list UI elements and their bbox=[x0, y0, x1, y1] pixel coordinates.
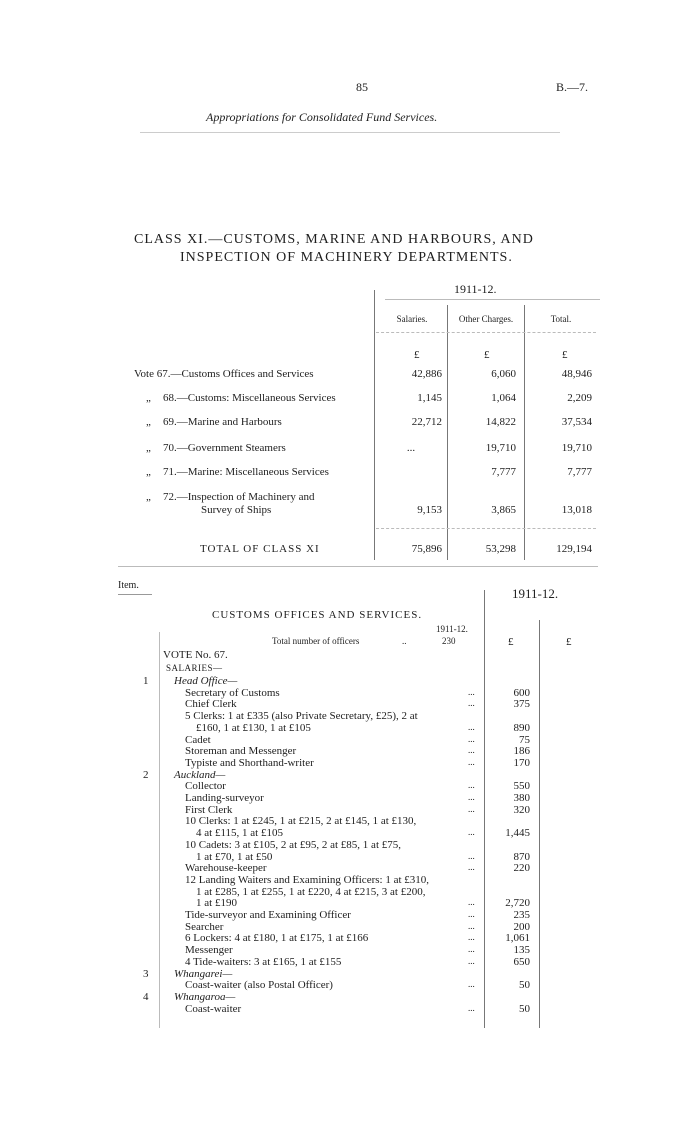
line-item-text: 6 Lockers: 4 at £180, 1 at £175, 1 at £166 bbox=[185, 932, 369, 944]
year-rule bbox=[385, 299, 600, 300]
line-item-text: £160, 1 at £130, 1 at £105 bbox=[196, 722, 311, 734]
leader-dots: ... bbox=[468, 722, 475, 732]
summary-total-salaries: 75,896 bbox=[411, 543, 442, 555]
detail-currency-2: £ bbox=[566, 636, 572, 648]
line-item-text: First Clerk bbox=[185, 804, 233, 816]
col-header-salaries: Salaries. bbox=[396, 314, 428, 324]
class-title-line1: CLASS XI.—CUSTOMS, MARINE AND HARBOURS, AND bbox=[134, 232, 534, 247]
line-item-text: 4 Tide-waiters: 3 at £165, 1 at £155 bbox=[185, 956, 342, 968]
line-item-text: 5 Clerks: 1 at £335 (also Private Secretary, £25), 2 at bbox=[185, 710, 418, 722]
line-item-amount: 1,061 bbox=[505, 932, 530, 944]
document-reference: B.—7. bbox=[556, 80, 589, 94]
line-item-amount: 375 bbox=[513, 698, 530, 710]
leader-dots: ... bbox=[468, 827, 475, 837]
officers-count: 230 bbox=[442, 636, 456, 646]
item-number: 1 bbox=[143, 675, 149, 687]
leader-dots: ... bbox=[468, 745, 475, 755]
leader-dots: ... bbox=[468, 897, 475, 907]
leader-dots: ... bbox=[468, 687, 475, 697]
line-item-amount: 50 bbox=[519, 1003, 530, 1015]
line-item-text: Coast-waiter (also Postal Officer) bbox=[185, 979, 333, 991]
summary-row-other: 6,060 bbox=[491, 368, 516, 380]
vote-label: VOTE No. 67. bbox=[163, 649, 228, 661]
summary-row-other: 14,822 bbox=[485, 416, 516, 428]
ditto-mark: „ bbox=[146, 466, 151, 478]
item-number: 4 bbox=[143, 991, 149, 1003]
line-item-amount: 50 bbox=[519, 979, 530, 991]
summary-total-other: 53,298 bbox=[485, 543, 516, 555]
summary-row-salaries: 22,712 bbox=[411, 416, 442, 428]
line-item-text: Storeman and Messenger bbox=[185, 745, 297, 757]
line-item-text: 10 Cadets: 3 at £105, 2 at £95, 2 at £85, 1 at £75, bbox=[185, 839, 401, 851]
summary-row-other: 7,777 bbox=[491, 466, 516, 478]
ditto-mark: „ bbox=[146, 491, 151, 503]
leader-dots: ... bbox=[468, 862, 475, 872]
line-item-text: 1 at £285, 1 at £255, 1 at £220, 4 at £215, 3 at £200, bbox=[196, 886, 426, 898]
line-item-amount: 890 bbox=[513, 722, 530, 734]
summary-row-other: 1,064 bbox=[491, 392, 516, 404]
col-header-total: Total. bbox=[550, 314, 572, 324]
summary-row-other: 19,710 bbox=[485, 442, 516, 454]
summary-row-total: 19,710 bbox=[561, 442, 592, 454]
line-item-amount: 170 bbox=[513, 757, 530, 769]
leader-dots: ... bbox=[468, 944, 475, 954]
line-item-amount: 200 bbox=[513, 921, 530, 933]
summary-row-salaries: 1,145 bbox=[417, 392, 442, 404]
line-item-text: Messenger bbox=[185, 944, 233, 956]
ditto-mark: „ bbox=[146, 442, 151, 454]
summary-row-total: 13,018 bbox=[561, 504, 592, 516]
detail-divider-2 bbox=[539, 620, 540, 1028]
leader-dots: ... bbox=[468, 932, 475, 942]
header-rule bbox=[140, 132, 560, 133]
leader-dots: ... bbox=[468, 851, 475, 861]
line-item-amount: 2,720 bbox=[505, 897, 530, 909]
line-item-text: Landing-surveyor bbox=[185, 792, 264, 804]
line-item-amount: 135 bbox=[513, 944, 530, 956]
leader-dots: ... bbox=[468, 909, 475, 919]
summary-row-label: 71.—Marine: Miscellaneous Services bbox=[163, 466, 329, 478]
line-item-text: 1 at £70, 1 at £50 bbox=[196, 851, 273, 863]
leader-dots: ... bbox=[468, 757, 475, 767]
line-item-amount: 1,445 bbox=[505, 827, 530, 839]
page-subtitle: Appropriations for Consolidated Fund Services. bbox=[206, 110, 438, 124]
item-label: Item. bbox=[118, 580, 139, 591]
summary-row-label: 69.—Marine and Harbours bbox=[163, 416, 282, 428]
leader-dots: ... bbox=[468, 979, 475, 989]
line-item-text: 1 at £190 bbox=[196, 897, 237, 909]
leader-dots: ... bbox=[468, 1003, 475, 1013]
summary-row-label: 68.—Customs: Miscellaneous Services bbox=[163, 392, 336, 404]
line-item-text: Tide-surveyor and Examining Officer bbox=[185, 909, 351, 921]
leader-dots: ... bbox=[468, 956, 475, 966]
salaries-label: SALARIES— bbox=[166, 663, 223, 673]
total-dash bbox=[376, 528, 596, 529]
leader-dots: ... bbox=[468, 698, 475, 708]
ditto-mark: „ bbox=[146, 392, 151, 404]
section-rule bbox=[118, 566, 598, 567]
line-item-text: Cadet bbox=[185, 734, 211, 746]
summary-row-salaries: ... bbox=[406, 442, 416, 454]
detail-currency-1: £ bbox=[508, 636, 514, 648]
line-item-text: Warehouse-keeper bbox=[185, 862, 267, 874]
officers-label: Total number of officers bbox=[272, 636, 360, 646]
line-item-amount: 186 bbox=[513, 745, 530, 757]
summary-total-label: TOTAL OF CLASS XI bbox=[200, 543, 320, 555]
section-title: CUSTOMS OFFICES AND SERVICES. bbox=[212, 609, 423, 621]
summary-row-label-continued: Survey of Ships bbox=[201, 504, 272, 516]
line-item-text: Collector bbox=[185, 780, 226, 792]
line-item-amount: 220 bbox=[513, 862, 530, 874]
leader-dots: ... bbox=[468, 734, 475, 744]
summary-divider-salaries bbox=[447, 305, 448, 560]
summary-year: 1911-12. bbox=[454, 282, 497, 296]
summary-row-total: 7,777 bbox=[567, 466, 592, 478]
item-rule bbox=[118, 594, 152, 595]
summary-row-total: 37,534 bbox=[561, 416, 592, 428]
line-item-text: Chief Clerk bbox=[185, 698, 237, 710]
line-item-amount: 380 bbox=[513, 792, 530, 804]
line-item-amount: 550 bbox=[513, 780, 530, 792]
detail-year: 1911-12. bbox=[512, 586, 559, 601]
line-item-text: 12 Landing Waiters and Examining Officers: 1 at £310, bbox=[185, 874, 430, 886]
line-item-amount: 870 bbox=[513, 851, 530, 863]
line-item-text: 4 at £115, 1 at £105 bbox=[196, 827, 283, 839]
officers-year: 1911-12. bbox=[436, 624, 468, 634]
summary-row-salaries: 42,886 bbox=[411, 368, 442, 380]
currency-other: £ bbox=[484, 349, 490, 361]
summary-divider-other bbox=[524, 305, 525, 560]
currency-salaries: £ bbox=[414, 349, 420, 361]
leader-dots: ... bbox=[468, 780, 475, 790]
line-item-text: Coast-waiter bbox=[185, 1003, 242, 1015]
officers-dots: .. bbox=[402, 636, 407, 646]
detail-divider-1 bbox=[484, 590, 485, 1028]
leader-dots: ... bbox=[468, 804, 475, 814]
line-item-amount: 600 bbox=[513, 687, 530, 699]
class-title-line2: INSPECTION OF MACHINERY DEPARTMENTS. bbox=[180, 250, 513, 265]
line-item-amount: 650 bbox=[513, 956, 530, 968]
line-item-text: 10 Clerks: 1 at £245, 1 at £215, 2 at £145, 1 at £130, bbox=[185, 815, 417, 827]
item-number: 3 bbox=[143, 968, 149, 980]
currency-total: £ bbox=[562, 349, 568, 361]
leader-dots: ... bbox=[468, 921, 475, 931]
line-item-text: Secretary of Customs bbox=[185, 687, 280, 699]
summary-divider-left bbox=[374, 290, 375, 560]
summary-row-label: Vote 67.—Customs Offices and Services bbox=[134, 368, 314, 380]
page-number: 85 bbox=[356, 80, 368, 94]
summary-row-total: 48,946 bbox=[561, 368, 592, 380]
summary-row-label: 70.—Government Steamers bbox=[163, 442, 286, 454]
line-item-text: Head Office— bbox=[174, 675, 238, 687]
summary-row-other: 3,865 bbox=[491, 504, 516, 516]
header-dash bbox=[376, 332, 596, 333]
item-number: 2 bbox=[143, 769, 149, 781]
line-item-amount: 320 bbox=[513, 804, 530, 816]
summary-row-total: 2,209 bbox=[567, 392, 592, 404]
ditto-mark: „ bbox=[146, 416, 151, 428]
line-item-text: Typiste and Shorthand-writer bbox=[185, 757, 314, 769]
line-item-text: Whangaroa— bbox=[174, 991, 236, 1003]
line-item-amount: 235 bbox=[513, 909, 530, 921]
line-item-amount: 75 bbox=[519, 734, 530, 746]
summary-row-label: 72.—Inspection of Machinery and bbox=[163, 491, 315, 503]
summary-total-total: 129,194 bbox=[556, 543, 592, 555]
detail-divider-item bbox=[159, 632, 160, 1028]
line-item-text: Auckland— bbox=[174, 769, 226, 781]
line-item-text: Searcher bbox=[185, 921, 224, 933]
leader-dots: ... bbox=[468, 792, 475, 802]
summary-row-salaries: 9,153 bbox=[417, 504, 442, 516]
line-item-text: Whangarei— bbox=[174, 968, 233, 980]
col-header-other: Other Charges. bbox=[458, 314, 514, 324]
